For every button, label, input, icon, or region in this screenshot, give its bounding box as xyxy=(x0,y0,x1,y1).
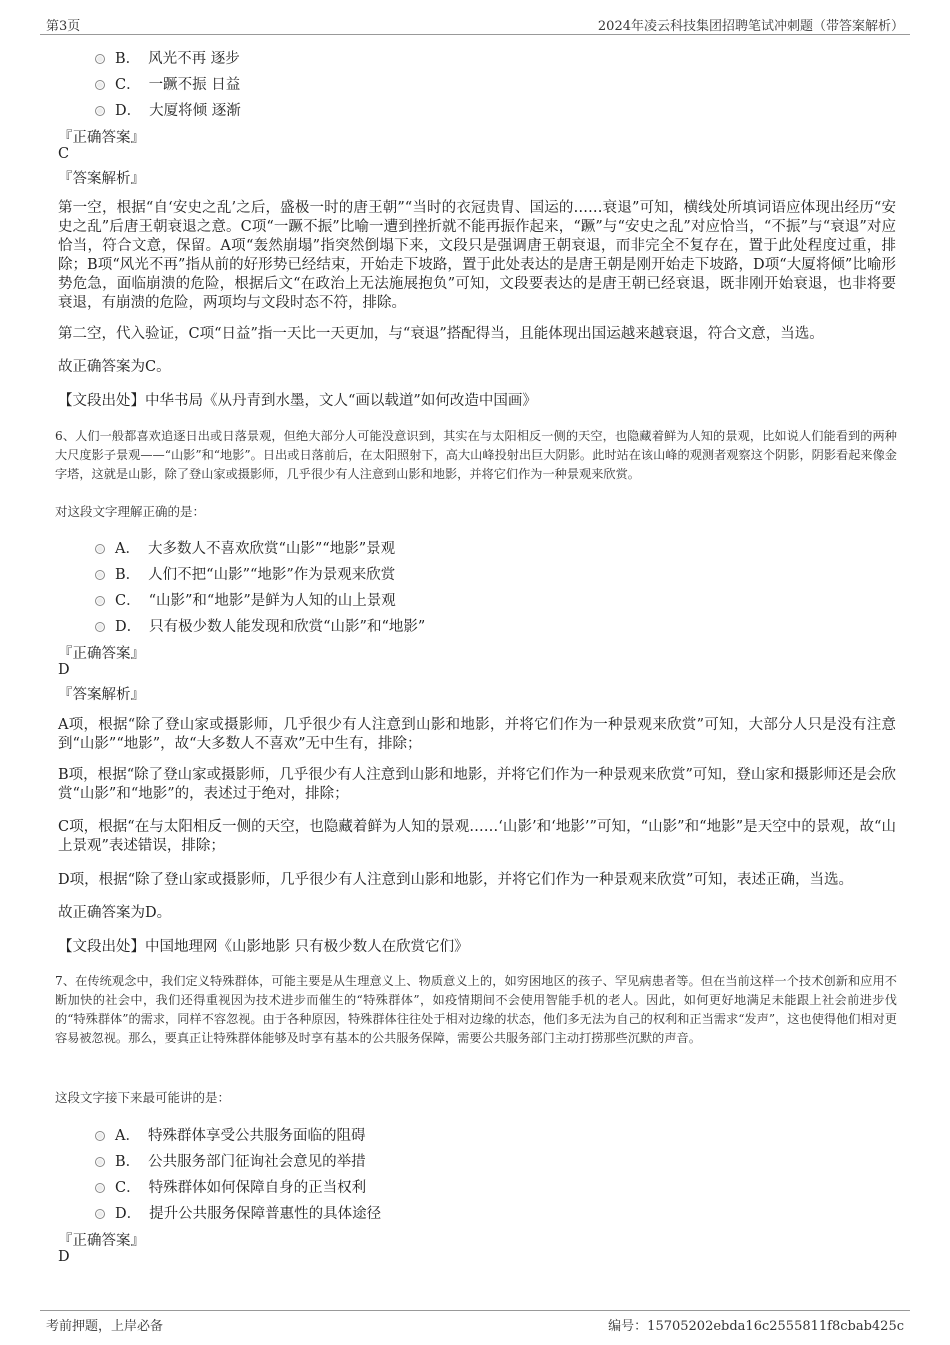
q6-option-b[interactable]: B． 人们不把“山影”“地影”作为景观来欣赏 xyxy=(95,563,395,584)
radio-icon[interactable] xyxy=(95,1131,105,1141)
question-prompt: 对这段文字理解正确的是： xyxy=(55,504,206,519)
question-stem: 7、在传统观念中，我们定义特殊群体，可能主要是从生理意义上、物质意义上的，如穷困地区的孩子、罕见病患者等。但在当前这样一个技术创新和应用不断加快的社会中，我们还得重视因为技术进步而催生的“特殊群体”，如疫情期间不会使用智能手机的老人。因此，如何更好地满足未能跟上社会前进步伐的“特殊群体”的需求，同样不容忽视。由于各种原因，特殊群体往往处于相对边缘的状态，他们多无法为自己的权利和正当需求“发声”，这也使得他们相对更容易被忽视。那么，要真正让特殊群体能够及时享有基本的公共服务保障，需要公共服务部门主动打捞那些沉默的声音。 xyxy=(55,974,897,1045)
radio-icon[interactable] xyxy=(95,622,105,632)
answer-value: C xyxy=(58,146,70,162)
footer-slogan: 考前押题，上岸必备 xyxy=(46,1319,164,1334)
analysis-paragraph: B项，根据“除了登山家或摄影师，几乎很少有人注意到山影和地影，并将它们作为一种景观来欣赏”可知，登山家和摄影师还是会欣赏“山影”和“地影”的，表述过于绝对，排除； xyxy=(58,767,896,802)
answer-value: D xyxy=(58,1249,70,1265)
q7-option-d[interactable]: D． 提升公共服务保障普惠性的具体途径 xyxy=(95,1202,381,1223)
option-text: 公共服务部门征询社会意见的举措 xyxy=(148,1154,366,1170)
radio-icon[interactable] xyxy=(95,54,105,64)
document-code: 编号：15705202ebda16c2555811f8cbab425c xyxy=(608,1319,904,1334)
option-text: 特殊群体享受公共服务面临的阻碍 xyxy=(147,1128,366,1144)
option-text: 大多数人不喜欢欣赏“山影”“地影”景观 xyxy=(147,541,396,557)
analysis-conclusion: 故正确答案为C。 xyxy=(58,359,171,375)
option-text: 一蹶不振 日益 xyxy=(148,77,241,93)
answer-value: D xyxy=(58,662,70,678)
document-title: 2024年凌云科技集团招聘笔试冲刺题（带答案解析） xyxy=(597,19,904,34)
q7-option-b[interactable]: B． 公共服务部门征询社会意见的举措 xyxy=(95,1150,366,1171)
analysis-tag: 『答案解析』 xyxy=(58,171,145,187)
option-text: 特殊群体如何保障自身的正当权利 xyxy=(148,1180,367,1196)
analysis-conclusion: 故正确答案为D。 xyxy=(58,905,172,921)
analysis-paragraph: D项，根据“除了登山家或摄影师，几乎很少有人注意到山影和地影，并将它们作为一种景观来欣赏”可知，表述正确，当选。 xyxy=(58,872,853,888)
q5-option-d[interactable]: D． 大厦将倾 逐渐 xyxy=(95,99,241,120)
analysis-paragraph: C项，根据“在与太阳相反一侧的天空，也隐藏着鲜为人知的景观……‘山影’和‘地影’”可知，“山影”和“地影”是天空中的景观，故“山上景观”表述错误，排除； xyxy=(58,819,896,854)
q6-option-a[interactable]: A． 大多数人不喜欢欣赏“山影”“地影”景观 xyxy=(95,537,395,558)
radio-icon[interactable] xyxy=(95,106,105,116)
answer-tag: 『正确答案』 xyxy=(58,1233,145,1249)
option-text: 大厦将倾 逐渐 xyxy=(149,103,241,119)
q6-option-c[interactable]: C． “山影”和“地影”是鲜为人知的山上景观 xyxy=(95,589,396,610)
question-prompt: 这段文字接下来最可能讲的是： xyxy=(55,1090,231,1105)
option-text: 提升公共服务保障普惠性的具体途径 xyxy=(149,1206,382,1222)
radio-icon[interactable] xyxy=(95,1183,105,1193)
analysis-paragraph: 第二空，代入验证，C项“日益”指一天比一天更加，与“衰退”搭配得当，且能体现出国运越来越衰退，符合文意，当选。 xyxy=(58,326,824,342)
radio-icon[interactable] xyxy=(95,570,105,580)
answer-tag: 『正确答案』 xyxy=(58,646,145,662)
option-text: 风光不再 逐步 xyxy=(148,51,240,67)
q7-option-c[interactable]: C． 特殊群体如何保障自身的正当权利 xyxy=(95,1176,366,1197)
analysis-paragraph: A项，根据“除了登山家或摄影师，几乎很少有人注意到山影和地影，并将它们作为一种景观来欣赏”可知，大部分人只是没有注意到“山影”“地影”，故“大多数人不喜欢”无中生有，排除； xyxy=(58,717,896,752)
radio-icon[interactable] xyxy=(95,544,105,554)
analysis-tag: 『答案解析』 xyxy=(58,687,145,703)
source-citation: 【文段出处】中国地理网《山影地影 只有极少数人在欣赏它们》 xyxy=(58,939,469,955)
q7-option-a[interactable]: A． 特殊群体享受公共服务面临的阻碍 xyxy=(95,1124,365,1145)
radio-icon[interactable] xyxy=(95,1157,105,1167)
radio-icon[interactable] xyxy=(95,596,105,606)
source-citation: 【文段出处】中华书局《从丹青到水墨，文人“画以载道”如何改造中国画》 xyxy=(58,393,537,409)
option-text: “山影”和“地影”是鲜为人知的山上景观 xyxy=(148,593,396,609)
q6-option-d[interactable]: D． 只有极少数人能发现和欣赏“山影”和“地影” xyxy=(95,615,425,636)
q5-option-c[interactable]: C． 一蹶不振 日益 xyxy=(95,73,240,94)
page-header xyxy=(40,12,910,35)
page-number: 第3页 xyxy=(46,19,81,34)
question-stem: 6、人们一般都喜欢追逐日出或日落景观，但绝大部分人可能没意识到，其实在与太阳相反一侧的天空，也隐藏着鲜为人知的景观，比如说人们能看到的两种大尺度影子景观——“山影”和“地影”。日出或日落前后，在太阳照射下，高大山峰投射出巨大阴影。此时站在该山峰的观测者观察这个阴影，阴影看起来像金字塔，这就是山影，除了登山家或摄影师，几乎很少有人注意到山影和地影，并将它们作为一种景观来欣赏。 xyxy=(55,429,897,481)
q5-option-b[interactable]: B． 风光不再 逐步 xyxy=(95,47,240,68)
radio-icon[interactable] xyxy=(95,1209,105,1219)
option-text: 只有极少数人能发现和欣赏“山影”和“地影” xyxy=(149,619,426,635)
radio-icon[interactable] xyxy=(95,80,105,90)
analysis-paragraph: 第一空，根据“自‘安史之乱’之后，盛极一时的唐王朝”“当时的衣冠贵胄、国运的……衰退”可知，横线处所填词语应体现出经历“安史之乱”后唐王朝衰退之意。C项“一蹶不振”比喻一遭到挫折就不能再振作起来，“蹶”与“安史之乱”对应恰当，“不振”与“衰退”对应恰当，符合文意，保留。A项“轰然崩塌”指突然倒塌下来，文段只是强调唐王朝衰退，而非完全不复存在，置于此处程度过重，排除；B项“风光不再”指从前的好形势已经结束，开始走下坡路，置于此处表达的是唐王朝是刚开始走下坡路，D项“大厦将倾”比喻形势危急，面临崩溃的危险，根据后文“在政治上无法施展抱负”可知，文段要表达的是唐王朝已经衰退，既非刚开始衰退，也非将要衰退，有崩溃的危险，两项均与文段时态不符，排除。 xyxy=(58,200,896,311)
answer-tag: 『正确答案』 xyxy=(58,130,145,146)
page-footer xyxy=(40,1310,910,1337)
option-text: 人们不把“山影”“地影”作为景观来欣赏 xyxy=(148,567,396,583)
